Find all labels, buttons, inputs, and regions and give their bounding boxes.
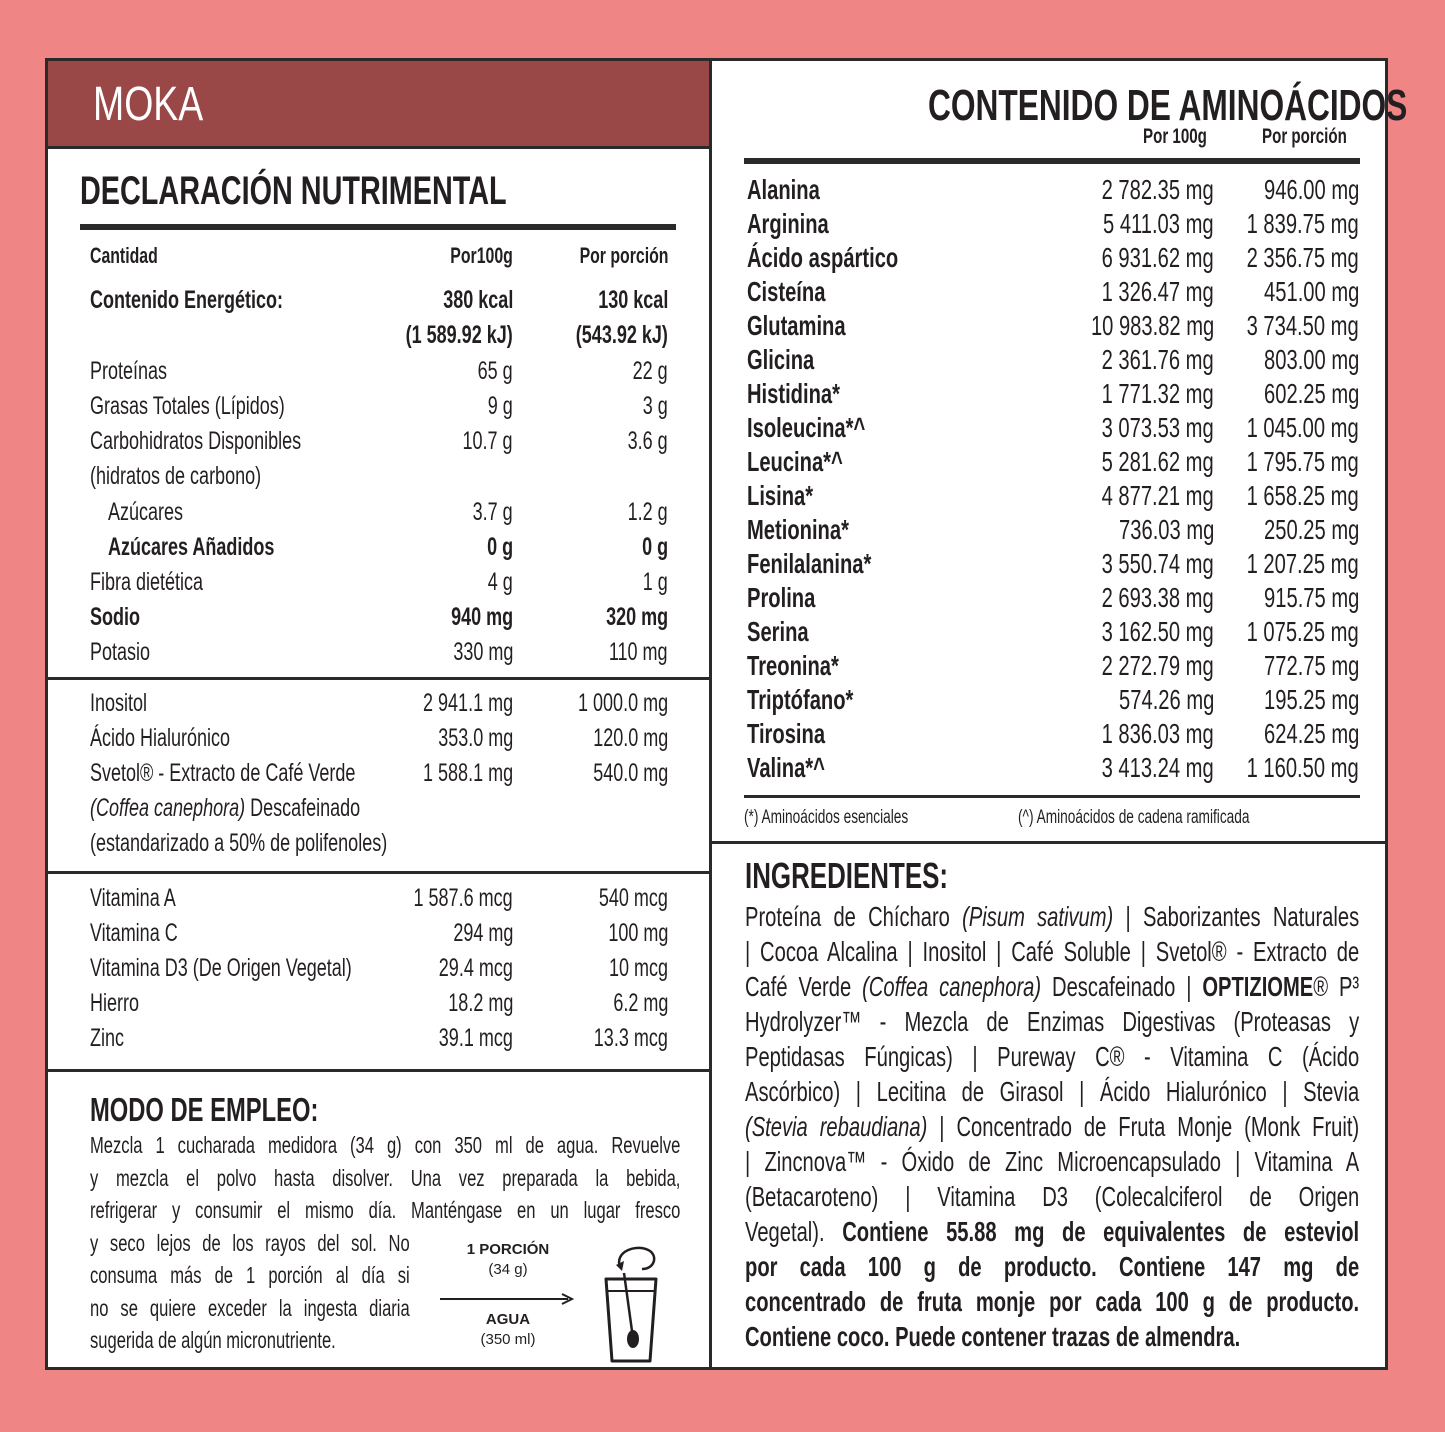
nutrient-label: Grasas Totales (Lípidos) [90, 392, 285, 420]
amino-rule [744, 158, 1360, 164]
nutrient-serving: 110 mg [609, 638, 668, 666]
amino-serving: 946.00 mg [1263, 174, 1359, 205]
nutrient-row [90, 568, 668, 602]
amino-per100: 3 413.24 mg [1101, 752, 1214, 783]
nutrient-serving: 3 g [642, 392, 668, 420]
nutrition-label-card [45, 58, 1408, 1370]
nutrient-row [90, 498, 668, 532]
amino-serving: 3 734.50 mg [1246, 310, 1359, 341]
ingredient-line: Café Verde (Coffea canephora) Descafeinado | OPTIZIOME® P³ [745, 971, 1360, 1002]
nutrient-row [90, 638, 668, 672]
amino-per100: 2 693.38 mg [1101, 582, 1214, 613]
ingredients-title: INGREDIENTES: [745, 855, 949, 896]
amino-per100: 1 836.03 mg [1101, 718, 1214, 749]
ingredient-line: Vegetal). Contiene 55.88 mg de equivalentes de esteviol [745, 1216, 1360, 1247]
amino-per100: 6 931.62 mg [1101, 242, 1214, 273]
amino-serving: 195.25 mg [1263, 684, 1359, 715]
energy-row [90, 286, 668, 320]
extra-row [90, 724, 668, 758]
amino-title: CONTENIDO DE AMINOÁCIDOS [928, 81, 1408, 130]
nutrient-label: (hidratos de carbono) [90, 462, 262, 490]
extra-serving: 540.0 mg [592, 759, 668, 787]
ingredient-line: Contiene coco. Puede contener trazas de almendra. [745, 1321, 1241, 1352]
column-divider [709, 61, 712, 1367]
extra-per100: 1 588.1 mg [422, 759, 513, 787]
usage-line: y mezcla el polvo hasta disolver. Una vez preparada la bebida, [90, 1164, 681, 1191]
amino-per100: 574.26 mg [1118, 684, 1214, 715]
amino-row [747, 344, 1359, 378]
nutrient-row [90, 427, 668, 461]
vitamin-serving: 13.3 mcg [593, 1024, 668, 1052]
glass-spoon-icon [598, 1239, 664, 1367]
nutrient-per100: 4 g [487, 568, 513, 596]
amino-row [747, 378, 1359, 412]
ingredient-line: | Zincnova™ - Óxido de Zinc Microencapsulado | Vitamina A [745, 1146, 1360, 1177]
nutrient-label: Fibra dietética [90, 568, 204, 596]
usage-line: y seco lejos de los rayos del sol. No [90, 1229, 410, 1256]
section-divider [48, 1069, 709, 1072]
extra-label: (estandarizado a 50% de polifenoles) [90, 829, 388, 857]
nutrient-per100: 65 g [477, 357, 513, 385]
amino-rule [744, 795, 1360, 798]
amino-name: Prolina [747, 582, 816, 613]
vitamin-per100: 29.4 mcg [438, 954, 513, 982]
amino-serving: 1 839.75 mg [1246, 208, 1359, 239]
amino-name: Metionina* [747, 514, 849, 545]
ingredient-line: por cada 100 g de producto. Contiene 147 mg de [745, 1251, 1360, 1282]
extra-label: Svetol® - Extracto de Café Verde [90, 759, 356, 787]
extra-per100: 2 941.1 mg [422, 689, 513, 717]
amino-per100: 3 162.50 mg [1101, 616, 1214, 647]
extra-per100: 353.0 mg [437, 724, 513, 752]
extra-serving: 1 000.0 mg [577, 689, 668, 717]
nutrient-per100: 940 mg [450, 603, 513, 631]
vitamin-label: Vitamina D3 (De Origen Vegetal) [90, 954, 352, 982]
amino-row [747, 752, 1359, 786]
nutrient-row [90, 533, 668, 567]
portion-label: 1 PORCIÓN [466, 1241, 550, 1258]
nutrient-per100: 330 mg [452, 638, 513, 666]
usage-line: Mezcla 1 cucharada medidora (34 g) con 350 ml de agua. Revuelve [90, 1132, 681, 1158]
amino-per100: 2 272.79 mg [1101, 650, 1214, 681]
usage-line: consuma más de 1 porción al día si [90, 1262, 410, 1288]
amino-serving: 1 075.25 mg [1246, 616, 1359, 647]
nutrient-serving: 22 g [632, 357, 668, 385]
ingredients-text [745, 899, 1359, 1354]
amino-serving: 915.75 mg [1263, 582, 1359, 613]
extra-serving: 120.0 mg [592, 724, 668, 752]
ingredient-line: Peptidasas Fúngicas) | Pureway C® - Vitamina C (Ácido [745, 1041, 1360, 1072]
nutrient-per100: 9 g [487, 392, 513, 420]
water-amount: (350 ml) [480, 1331, 536, 1348]
amino-name: Ácido aspártico [747, 242, 899, 273]
energy-serving-kcal: 130 kcal [597, 286, 668, 314]
amino-name: Valina*^ [747, 752, 825, 783]
vitamin-per100: 1 587.6 mcg [413, 884, 513, 912]
nutrient-label: Sodio [90, 603, 140, 631]
amino-name: Triptófano* [747, 684, 854, 715]
energy-label: Contenido Energético: [90, 286, 284, 314]
vitamin-row [90, 954, 668, 988]
amino-serving: 772.75 mg [1263, 650, 1359, 681]
amino-serving: 1 658.25 mg [1246, 480, 1359, 511]
extra-label-rest: Descafeinado [245, 794, 361, 822]
amino-row [747, 718, 1359, 752]
ingredient-line: | Cocoa Alcalina | Inositol | Café Soluble | Svetol® - Extracto de [745, 936, 1360, 967]
vitamin-serving: 10 mcg [608, 954, 668, 982]
amino-per100: 10 983.82 mg [1090, 310, 1214, 341]
extra-row [90, 794, 668, 828]
amino-row [747, 174, 1359, 208]
ingredient-line: Proteína de Chícharo (Pisum sativum) | Saborizantes Naturales [745, 901, 1360, 932]
amino-row [747, 276, 1359, 310]
extra-row [90, 759, 668, 793]
ingredient-line: (Stevia rebaudiana) | Concentrado de Fruta Monje (Monk Fruit) [745, 1111, 1360, 1142]
preparation-diagram [438, 1239, 668, 1369]
amino-row [747, 514, 1359, 548]
amino-name: Alanina [747, 174, 820, 205]
vitamin-label: Zinc [90, 1024, 125, 1052]
nutrient-per100: 0 g [486, 533, 513, 561]
nutrient-per100: 3.7 g [472, 498, 513, 526]
flavor-name: MOKA [93, 78, 204, 131]
amino-serving: 803.00 mg [1263, 344, 1359, 375]
amino-row [747, 650, 1359, 684]
vitamin-per100: 18.2 mg [447, 989, 513, 1017]
extra-label-italic: (Coffea canephora) [90, 794, 246, 822]
amino-name: Treonina* [747, 650, 839, 681]
amino-row [747, 616, 1359, 650]
usage-title: MODO DE EMPLEO: [90, 1091, 319, 1128]
vitamin-row [90, 884, 668, 918]
vitamin-per100: 294 mg [452, 919, 513, 947]
extra-row [90, 829, 668, 863]
amino-per100: 3 073.53 mg [1101, 412, 1214, 443]
vitamin-row [90, 919, 668, 953]
nutrient-serving: 3.6 g [627, 427, 668, 455]
amino-per100: 4 877.21 mg [1101, 480, 1214, 511]
amino-serving: 1 045.00 mg [1246, 412, 1359, 443]
amino-name: Histidina* [747, 378, 840, 409]
header-quantity: Cantidad [90, 243, 158, 268]
nutrient-serving: 0 g [641, 533, 668, 561]
nutrient-label: Azúcares Añadidos [108, 533, 275, 561]
water-label: AGUA [485, 1311, 531, 1328]
usage-line: sugerida de algún micronutriente. [90, 1327, 336, 1353]
nutrient-label: Proteínas [90, 357, 168, 385]
vitamin-label: Vitamina C [90, 919, 178, 947]
portion-amount: (34 g) [488, 1261, 528, 1278]
amino-name: Fenilalanina* [747, 548, 872, 579]
amino-row [747, 480, 1359, 514]
amino-per100: 5 281.62 mg [1101, 446, 1214, 477]
amino-header-per-serving: Por porción [1262, 125, 1347, 148]
energy-kj-row [90, 321, 668, 355]
vitamin-serving: 100 mg [607, 919, 668, 947]
ingredient-line: Hydrolyzer™ - Mezcla de Enzimas Digestivas (Proteasas y [745, 1006, 1360, 1037]
amino-name: Glicina [747, 344, 815, 375]
amino-per100: 1 326.47 mg [1101, 276, 1214, 307]
nutrition-title-rule [80, 224, 676, 230]
amino-row [747, 208, 1359, 242]
nutrient-serving: 320 mg [605, 603, 668, 631]
vitamin-row [90, 989, 668, 1023]
amino-row [747, 684, 1359, 718]
amino-per100: 2 782.35 mg [1101, 174, 1214, 205]
amino-per100: 1 771.32 mg [1101, 378, 1214, 409]
legend-branched: (^) Aminoácidos de cadena ramificada [1018, 807, 1250, 828]
amino-name: Isoleucina*^ [747, 412, 866, 443]
vitamin-serving: 540 mcg [598, 884, 668, 912]
legend-essential: (*) Aminoácidos esenciales [744, 807, 909, 828]
nutrient-serving: 1.2 g [627, 498, 668, 526]
energy-per100-kj: (1 589.92 kJ) [405, 321, 513, 349]
amino-header-per100: Por 100g [1143, 125, 1207, 148]
nutrient-label: Potasio [90, 638, 151, 666]
section-divider [48, 677, 709, 680]
amino-per100: 736.03 mg [1118, 514, 1214, 545]
extra-row [90, 689, 668, 723]
extra-label: Ácido Hialurónico [90, 724, 231, 752]
amino-serving: 2 356.75 mg [1246, 242, 1359, 273]
energy-serving-kj: (543.92 kJ) [575, 321, 668, 349]
nutrient-row [90, 603, 668, 637]
nutrition-title: DECLARACIÓN NUTRIMENTAL [80, 169, 507, 213]
amino-row [747, 310, 1359, 344]
vitamin-label: Vitamina A [90, 884, 176, 912]
extra-label: Inositol [90, 689, 148, 717]
amino-name: Arginina [747, 208, 829, 239]
usage-line: refrigerar y consumir el mismo día. Manténgase en un lugar fresco [90, 1197, 681, 1223]
amino-row [747, 446, 1359, 480]
amino-name: Cisteína [747, 276, 826, 307]
nutrient-row [90, 462, 668, 496]
header-per100: Por100g [450, 243, 513, 268]
vitamin-label: Hierro [90, 989, 140, 1017]
amino-serving: 602.25 mg [1263, 378, 1359, 409]
nutrient-serving: 1 g [642, 568, 668, 596]
section-divider [48, 871, 709, 874]
amino-row [747, 412, 1359, 446]
ingredient-line: Ascórbico) | Lecitina de Girasol | Ácido Hialurónico | Stevia [745, 1076, 1360, 1107]
nutrient-label: Azúcares [108, 498, 184, 526]
amino-row [747, 582, 1359, 616]
amino-name: Leucina*^ [747, 446, 843, 477]
amino-serving: 250.25 mg [1263, 514, 1359, 545]
amino-row [747, 548, 1359, 582]
amino-name: Glutamina [747, 310, 846, 341]
amino-per100: 5 411.03 mg [1103, 208, 1214, 239]
nutrient-per100: 10.7 g [462, 427, 513, 455]
vitamin-per100: 39.1 mcg [438, 1024, 513, 1052]
amino-serving: 451.00 mg [1263, 276, 1359, 307]
amino-serving: 624.25 mg [1263, 718, 1359, 749]
header-per-serving: Por porción [579, 243, 668, 268]
arrow-right-icon [440, 1293, 574, 1305]
vitamin-serving: 6.2 mg [612, 989, 668, 1017]
amino-serving: 1 207.25 mg [1246, 548, 1359, 579]
nutrient-label: Carbohidratos Disponibles [90, 427, 302, 455]
amino-name: Tirosina [747, 718, 826, 749]
nutrition-header [90, 243, 668, 277]
ingredient-line: (Betacaroteno) | Vitamina D3 (Colecalciferol de Origen [745, 1181, 1360, 1212]
amino-per100: 3 550.74 mg [1101, 548, 1214, 579]
amino-serving: 1 795.75 mg [1246, 446, 1359, 477]
nutrient-row [90, 357, 668, 391]
amino-name: Serina [747, 616, 809, 647]
nutrient-row [90, 392, 668, 426]
amino-name: Lisina* [747, 480, 814, 511]
energy-per100-kcal: 380 kcal [442, 286, 513, 314]
ingredient-line: concentrado de fruta monje por cada 100 g de producto. [745, 1286, 1360, 1317]
usage-line: no se quiere exceder la ingesta diaria [90, 1294, 410, 1321]
amino-row [747, 242, 1359, 276]
section-divider [712, 841, 1388, 844]
vitamin-row [90, 1024, 668, 1058]
flavor-band [48, 61, 709, 149]
amino-serving: 1 160.50 mg [1246, 752, 1359, 783]
amino-per100: 2 361.76 mg [1101, 344, 1214, 375]
